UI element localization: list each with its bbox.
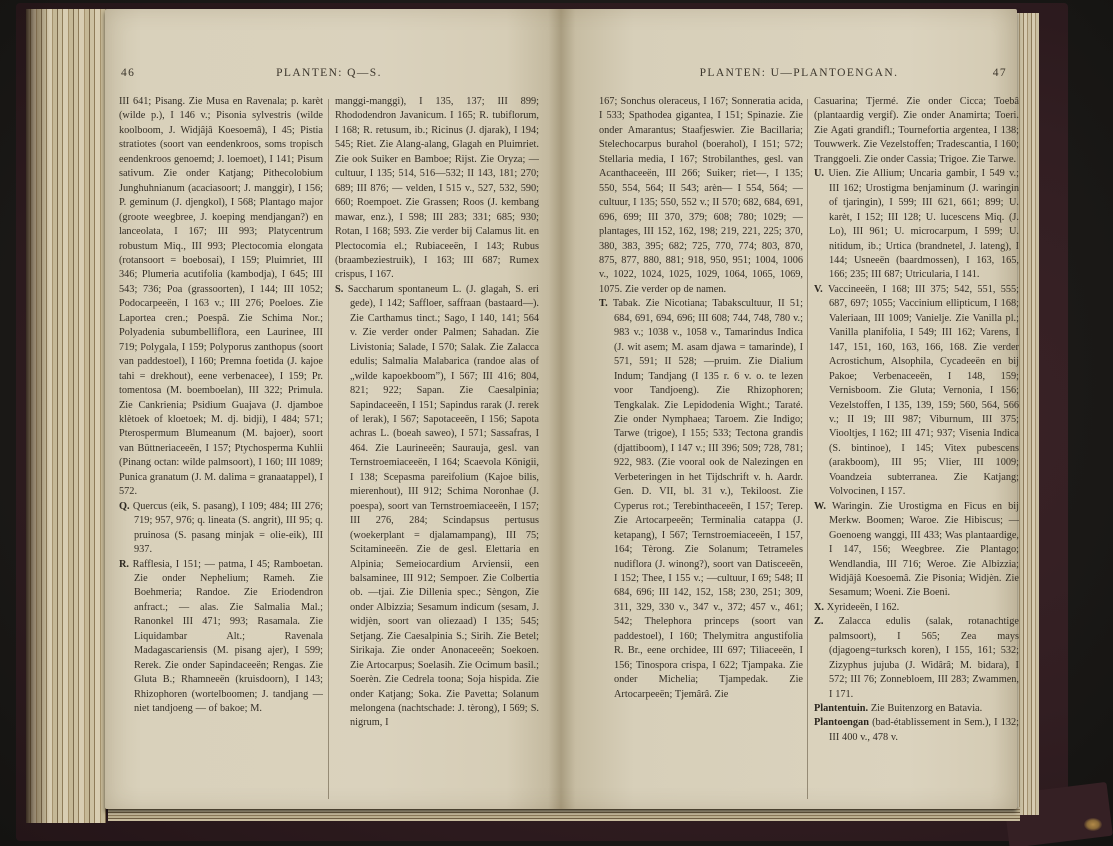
index-entry: V. Vaccineeën, I 168; III 375; 542, 551, 555; 687, 697; 1055; Vaccinium ellipticum, I 168; Valeriaan, III 1009; Vanielje. Zie Vanilla pl.; Vanilla planifolia, I 549; III 162; Varens, I 147, 151, 160, 163, 166, 168. Zie verder Acrostichum, Alsophila, Cycadeeën en bij Pakoe; Verbenaceeën, I 148, 159; Vernisboom. Zie Gluta; Vernonia, I 156; Vezelstoffen, I 135, 139, 159; 560, 564, 566 v.; II 19; III 987; Viburnum, III 375; Viooltjes, I 162; III 471; 937; Visenia Indica (S. bintinoe), I 145; Vitex pubescens (arakboom), III 95; Vlier, III 1009; Voandzeia subterranea. Zie Katjang; Volvocinen, I 157. xyxy=(814,283,1019,498)
entry-letter: V. xyxy=(814,283,828,295)
entry-letter: Plantoengan xyxy=(814,717,873,729)
entry-letter: Plantentuin. xyxy=(814,703,871,715)
index-entry: R. Rafflesia, I 151; — patma, I 45; Ramboetan. Zie onder Nephelium; Rameh. Zie Boehmeria; Randoe. Zie Eriodendron anfract.; — alas. Zie Salmalia Mal.; Ranonkel III 471; 993; Rasamala. Zie Liquidambar Alt.; Ravenala Madagascariensis (M. pisang ajer), I 599; Rerek. Zie onder Sapindaceeën; Rengas. Zie Gluta B.; Rhamneeën (kruisdoorn), I 143; Rhizophoren (wortelboomen; J. tandjang — niet tandjoeng — of bakoe; M. xyxy=(119,558,323,715)
page-edge-stack-left xyxy=(26,9,106,823)
running-title-right: PLANTEN: U—PLANTOENGAN. xyxy=(699,67,899,79)
entry-letter: U. xyxy=(814,168,829,180)
cover-corner-wear-spot xyxy=(1084,818,1102,831)
entry-letter: R. xyxy=(119,558,133,570)
entry-letter: S. xyxy=(335,283,348,295)
entry-letter: Z. xyxy=(814,616,839,628)
index-column-1 xyxy=(119,95,323,809)
entry-letter: Q. xyxy=(119,500,133,512)
index-entry: W. Waringin. Zie Urostigma en Ficus en bij Merkw. Boomen; Waroe. Zie Hibiscus; — Goenoeng wanggi, III 433; Was plantaardige, I 147, 156; Weegbree. Zie Plantago; Wendlandia, III 716; Weroe. Zie Albizzia; Widjâjâ Koesoemâ. Zie Pisonia; Widjèn. Zie Sesamum; Woeni. Zie Boeni. xyxy=(814,500,1019,599)
page-edge-stack-bottom xyxy=(108,807,1020,821)
page-number-left: 46 xyxy=(121,67,136,79)
index-column-2 xyxy=(335,95,539,809)
index-entry: Plantentuin. Zie Buitenzorg en Batavia. xyxy=(814,703,983,715)
index-entry: Casuarina; Tjermé. Zie onder Cicca; Toebâ (plantaardig vergif). Zie onder Anamirta; Toeri. Zie Agati grandifl.; Tournefortia argentea, I 138; Touwwerk. Zie Vezelstoffen; Tradescantia, I 160; Tranggoeli. Zie onder Cassia; Trigoe. Zie Tarwe. xyxy=(814,96,1019,165)
index-entry: S. Saccharum spontaneum L. (J. glagah, S. eri gede), I 142; Saffloer, saffraan (bastaard—). Zie Carthamus tinct.; Sago, I 140, 141; 564 v. Zie verder onder Palmen; Sahadan. Zie Livistonia; Salade, I 570; Salak. Zie Zalacca edulis; Salmalia Malabarica (randoe alas of „wilde kapoekboom”), I 567; III 416; 804, 821; 922; Sapan. Zie Caesalpinia; Sapindaceeën, I 151; Sapindus rarak (J. rerek of lerak), I 567; Sapotaceeën, I 156; Sapota achras L. (boeah saweo), I 571; Sassafras, I 464. Zie Laurineeën; Saurauja, gesl. van Ternstroemiaceeën, I 164; Scaevola Königii, I 138; Scepasma pareifolium (Kajoe bilis, mierenhout), III 912; Schima Noronhae (J. poespa), soort van Ternstroemiaceeën, I 157; III 276, 284; Scindapsus pertusus (woekerplant = djalamampang), III 75; Scitamineeën. Zie de gesl. Elettaria en Alpinia; Semeiocardium Arviensii, een balsaminee, III 912; Sempoer. Zie Colbertia ob. —tjai. Zie Dillenia spec.; Sèngon, Zie onder Albizzia; Sesamum indicum (sesam, J. widjèn, soort van oliezaad) I 135; 545; Setjang. Zie Caesalpinia S.; Sirih. Zie Betel; Sirikaja. Zie onder Anonaceeën; Soekoen. Zie Artocarpus; Soelasih. Zie Ocimum basil.; Soerèn. Zie Cedrela toona; Soja hispida. Zie onder Katjang; Soka. Zie Pavetta; Solanum melongena (nachtschade: J. tèrong), I 569; S. nigrum, I xyxy=(335,283,539,729)
index-entry: U. Uien. Zie Allium; Uncaria gambir, I 549 v.; III 162; Urostigma benjaminum (J. waringin of tjaringin), I 599; III 621, 661; 899; U. karèt, I 152; III 128; U. lucescens Miq. (J. Lo), III 961; U. microcarpum, I 599; U. nitidum, ib.; Urtica (brandnetel, J. lateng), I 144; Usneeën (baardmossen), I 163, 165, 166; 235; III 687; Utricularia, I 141. xyxy=(814,168,1019,281)
entry-letter: T. xyxy=(599,298,613,310)
column-divider-left-page xyxy=(328,99,329,799)
index-entry: Plantoengan (bad-établissement in Sem.), I 132; III 400 v., 478 v. xyxy=(814,717,1019,743)
running-title-left: PLANTEN: Q—S. xyxy=(276,67,382,79)
entry-letter: W. xyxy=(814,500,833,512)
index-entry: Q. Quercus (eik, S. pasang), I 109; 484; III 276; 719; 957, 976; q. lineata (S. angrit), III 95; q. pruinosa (S. pasang minjak = olie-eik), III 937. xyxy=(119,500,323,556)
column-divider-right-page xyxy=(807,99,808,799)
index-entry: X. Xyrideeën, I 162. xyxy=(814,601,900,613)
index-entry: T. Tabak. Zie Nicotiana; Tabakscultuur, II 51; 684, 691, 694, 696; III 608; 744, 748, 780 v.; 983 v.; 1038 v., 1058 v., Tamarindus Indica (J. wit asem; M. asam djawa = tamarinde), I 571, 591; II 528; —pruim. Zie Dialium Indum; Tandjang (I 135 r. 6 v. o. te lezen voor Tandjoeng). Zie Rhizophoren; Tengkalak. Zie Lepidodenia Wight.; Taraté. Zie onder Nymphaea; Taroem. Zie Indigo; Tarwe (trigoe), I 155; 533; Tectona grandis (djattiboom), I 147 v.; III 396; 509; 728, 781; 922, 983. (Zie vooral ook de Nalezingen en Verbeteringen in het Tijdschrift v. h. Aardr. Gen. D. VII, bl. 31 v.), Tekiloost. Zie Cyperus rot.; Terebinthaceeën, I 157; Terep. Zie Artocarpeeën; Terminalia catappa (J. ketapang), I 567; Ternstroemiaceeën, I 157, 164; Tèrong. Zie Solanum; Tetrameles nudiflora (J. winong?), soort van Datisceeën, I 152; Thee, I 155 v.; —cultuur, I 69; 548; II 684, 696; III 142, 152, 158; 230, 251; 309, 311, 329, 330 v., 347 v., 372; 457 v., 461; 542; Thelephora princeps (soort van paddestoel), I 160; Thelymitra angustifolia R. Br., eene orchidee, III 697; Tiliaceeën, I 156; Tinospora crispa, I 622; Tjampaka. Zie onder Michelia; Tjampedak. Zie Artocarpeeën; Tjemârâ. Zie xyxy=(599,298,803,700)
index-entry: manggi-manggi), I 135, 137; III 899; Rhododendron Javanicum. I 165; R. tubiflorum, I 168; R. retusum, ib.; Ricinus (J. djarak), I 194; 545; Riet. Zie Alang-alang, Glagah en Pluimriet. Zie ook Suiker en Bamboe; Rijst. Zie Oryza; — cultuur, I 135; 514, 516—532; II 143, 181; 270; 689; III 876; — velden, I 515 v., 527, 532, 590; 660; Roempoet. Zie Grassen; Roos (J. kembang mawar, enz.), I 598; III 283; 331; 685; 930; Rotan, I 168; 593. Zie verder bij Calamus lit. en Plectocomia el.; Rubiaceeën, I 143; Rubus (braambeziestruik), I 163; III 687; Rumex crispus, I 167. xyxy=(335,96,539,281)
page-edge-stack-right xyxy=(1016,13,1039,815)
index-entry: Z. Zalacca edulis (salak, rotanachtige palmsoort), I 565; Zea mays (djagoeng=turksch koren), I 155, 161; 532; Zizyphus jujuba (J. Widârâ; M. bidara), I 572; III 76; Zonnebloem, III 283; Zwammen, I 171. xyxy=(814,616,1019,700)
entry-letter: X. xyxy=(814,601,827,613)
index-column-3 xyxy=(599,95,803,809)
page-number-right: 47 xyxy=(992,67,1007,79)
index-column-4 xyxy=(814,95,1019,809)
open-page-spread xyxy=(105,9,1017,809)
index-entry: III 641; Pisang. Zie Musa en Ravenala; p. karèt (wilde p.), I 146 v.; Pisonia sylvestris (wilde koolboom, J. Widjâjâ Koesoemâ), I 45; Pistia stratiotes (soort van eendenkroos, soms tropisch eendenkroos genoemd; J. loemoet), I 141; Pisum sativum. Zie onder Katjang; Pithecolobium Junghuhnianum (acaciasoort; J. manggir), I 156; P. geminum (J. djengkol), I 568; Plantago major (groote weegbree, J. koeping mendjangan?) en lanceolata, I 167; III 993; Platycentrum robustum Miq., III 993; Plectocomia elongata (rotansoort = boebosai), I 159; Pluimriet, III 346; Plumeria acutifolia (kambodja), I 645; III 543; 736; Poa (grassoorten), I 144; III 1052; Podocarpeeën, I 163 v.; III 276; Poeloes. Zie Laportea cren.; Poespâ. Zie Schima Nor.; Polyadenia subumbelliflora, een Laurinee, III 719; Polygala, I 159; Polyporus zanthopus (soort van paddestoel), I 160; Premna foetida (J. kajoe tahi = drekhout), eene verbenacee), I 159; Pr. tomentosa (M. boemboelan), III 322; Primula. Zie Cankrienia; Psidium Guajava (J. djamboe klètoek of kloetoek; M. dj. bidji), I 484; 571; Pterospermum Blumeanum (M. bajoer), soort van Büttneriaceeën, I 157; Ptychosperma Kuhlii (Pinang octan: wilde palmsoort), I 160; III 1089; Punica granatum (J. M. dalima = granaatappel), I 572. xyxy=(119,96,323,498)
index-entry: 167; Sonchus oleraceus, I 167; Sonneratia acida, I 533; Spathodea gigantea, I 151; Spinazie. Zie onder Amarantus; Staafjeswier. Zie Bacillaria; Stelechocarpus burahol (boerahol), I 151; 572; Stellaria media, I 167; Strobilanthes, gesl. van Acanthaceeën, III 266; Suiker; riet—, I 135; 550, 554, 564; II 543; arèn— I 554, 564; —cultuur, I 135; 550, 552 v.; II 570; 682, 684, 691, 696, 699; III 370, 379; 608; 780; 1029; — plantages, III 152, 162, 198; 219, 221, 225; 370, 380, 383, 395; 682; 725, 770, 774; 803, 870, 875, 877, 880, 881; 918, 950, 951; 1004, 1006 v., 1022, 1024, 1025, 1029, 1064, 1065, 1069, 1075. Zie verder op de namen. xyxy=(599,96,803,295)
